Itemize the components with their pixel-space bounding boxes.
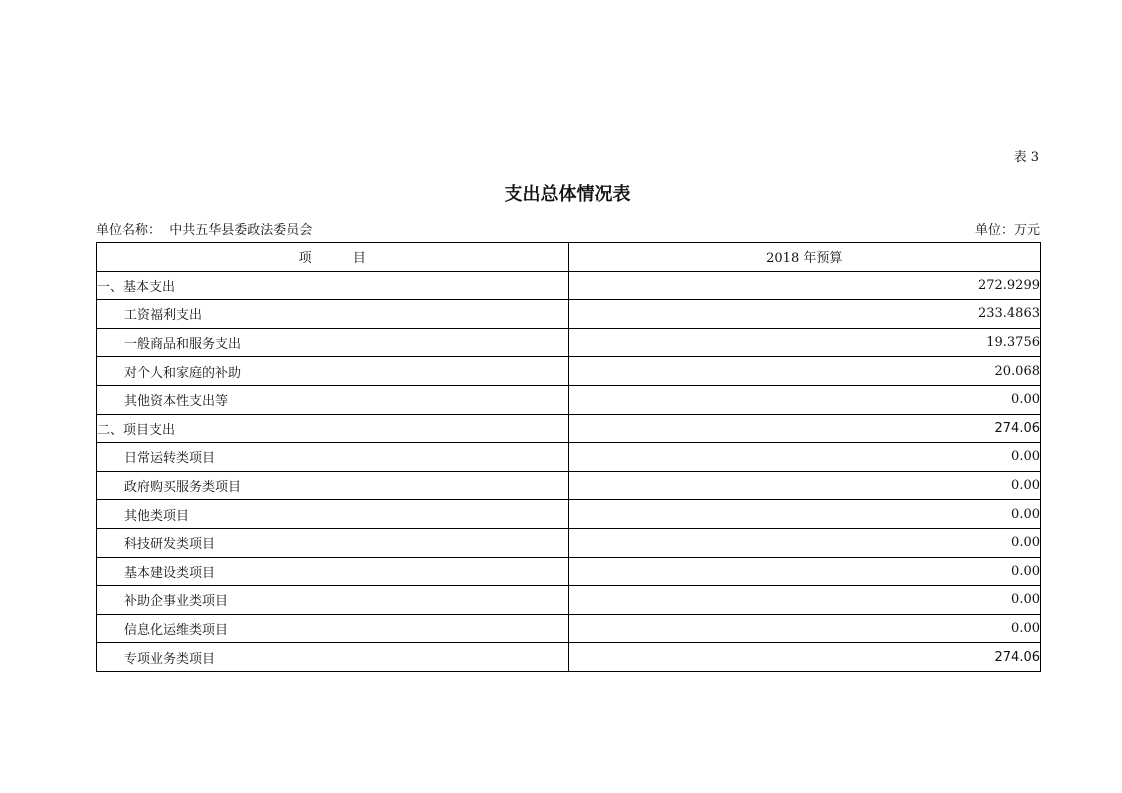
row-value: 233.4863 (568, 300, 1041, 329)
row-name: 其他类项目 (97, 500, 569, 529)
row-value: 0.00 (568, 443, 1041, 472)
table-row (97, 414, 1041, 443)
row-value: 0.00 (568, 385, 1041, 414)
row-name: 日常运转类项目 (97, 443, 569, 472)
row-name: 其他资本性支出等 (97, 385, 569, 414)
table-row (97, 328, 1041, 357)
row-value: 0.00 (568, 614, 1041, 643)
row-name: 基本建设类项目 (97, 557, 569, 586)
table-number: 表 3 (1013, 150, 1039, 165)
row-name: 信息化运维类项目 (97, 614, 569, 643)
table-header-row (97, 243, 1041, 272)
table-row (97, 614, 1041, 643)
row-value: 0.00 (568, 471, 1041, 500)
row-name: 政府购买服务类项目 (97, 471, 569, 500)
row-value: 0.00 (568, 500, 1041, 529)
row-name: 二、项目支出 (97, 414, 569, 443)
currency-unit-label: 单位：万元 (974, 223, 1040, 238)
row-name: 补助企事业类项目 (97, 586, 569, 615)
table-row (97, 557, 1041, 586)
table-row (97, 443, 1041, 472)
row-value: 0.00 (568, 557, 1041, 586)
row-value: 274.06 (568, 643, 1041, 672)
row-value: 274.06 (568, 414, 1041, 443)
row-name: 科技研发类项目 (97, 528, 569, 557)
row-name: 一、基本支出 (97, 271, 569, 300)
table-row (97, 528, 1041, 557)
table-row (97, 385, 1041, 414)
column-header-item: 项 目 (97, 243, 569, 272)
row-value: 272.9299 (568, 271, 1041, 300)
row-name: 对个人和家庭的补助 (97, 357, 569, 386)
table-row (97, 300, 1041, 329)
unit-name-label: 单位名称： 中共五华县委政法委员会 (96, 223, 313, 238)
table-row (97, 586, 1041, 615)
table-row (97, 500, 1041, 529)
row-value: 0.00 (568, 586, 1041, 615)
row-value: 20.068 (568, 357, 1041, 386)
row-value: 0.00 (568, 528, 1041, 557)
row-value: 19.3756 (568, 328, 1041, 357)
row-name: 专项业务类项目 (97, 643, 569, 672)
table-row (97, 357, 1041, 386)
row-name: 一般商品和服务支出 (97, 328, 569, 357)
column-header-budget: 2018 年预算 (568, 243, 1041, 272)
row-name: 工资福利支出 (97, 300, 569, 329)
table-row (97, 643, 1041, 672)
expenditure-table (96, 242, 1041, 672)
table-row (97, 471, 1041, 500)
table-row (97, 271, 1041, 300)
page-title: 支出总体情况表 (504, 184, 631, 205)
